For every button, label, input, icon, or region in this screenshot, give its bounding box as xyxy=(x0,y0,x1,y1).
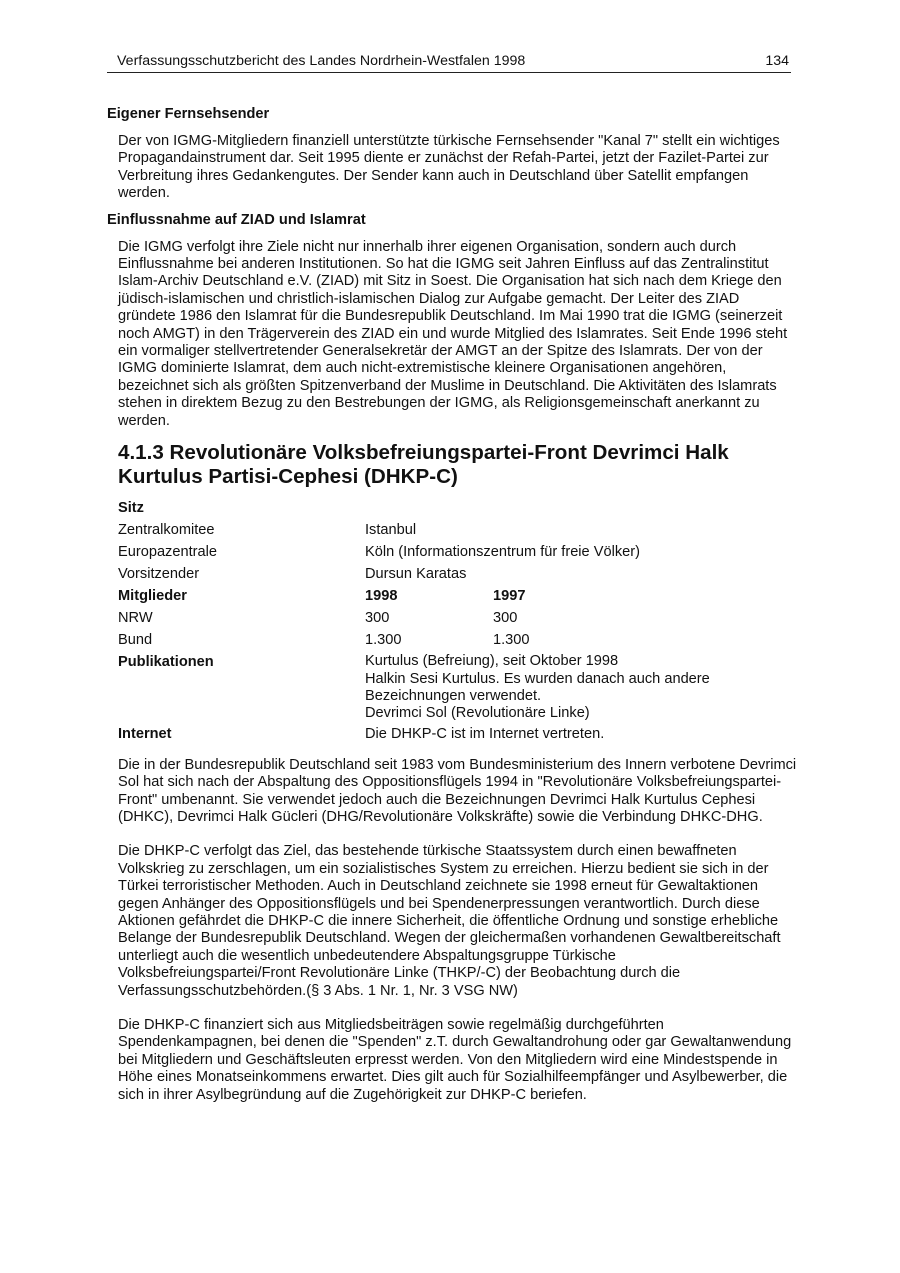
year-column-1998: 1998 xyxy=(365,588,398,605)
page-header xyxy=(107,52,791,73)
fact-row-bund xyxy=(118,629,797,651)
publikation-line: Kurtulus (Befreiung), seit Oktober 1998 xyxy=(365,653,619,670)
publikation-line: Bezeichnungen verwendet. xyxy=(365,687,542,704)
fact-row-internet xyxy=(118,723,797,745)
fact-row-zentralkomitee xyxy=(118,519,797,541)
paragraph-fernsehsender: Der von IGMG-Mitgliedern finanziell unterstützte türkische Fernsehsender "Kanal 7" stellt ein wichtiges Propagandainstrument dar. Seit 1995 diente er zunächst der Refah-Partei, jetzt der Fazilet-Partei zur Verbreitung ihres Gedankengutes. Der Sender kann auch in Deutschland über Satellit empfangen werden. xyxy=(118,133,780,202)
fact-label: NRW xyxy=(118,610,153,627)
fact-label: Vorsitzender xyxy=(118,566,200,583)
year-column-1997: 1997 xyxy=(493,588,526,605)
fact-value: Dursun Karatas xyxy=(365,566,467,583)
fact-value: Die DHKP-C ist im Internet vertreten. xyxy=(365,725,605,742)
paragraph-ziad-islamrat: Die IGMG verfolgt ihre Ziele nicht nur innerhalb ihrer eigenen Organisation, sondern auch durch Einflussnahme bei anderen Institutionen. So hat die IGMG seit Jahren Einfluss auf das Zentralinstitut Islam-Archiv Deutschland e.V. (ZIAD) mit Sitz in Soest. Die Organisation hat sich nach dem Kriege den jüdisch-islamischen und christlich-islamischen Dialog zur Aufgabe gemacht. Der Leiter des ZIAD gründete 1986 den Islamrat für die Bundesrepublik Deutschland. Im Mai 1990 trat die IGMG (seinerzeit noch AMGT) in den Trägerverein des ZIAD ein und wurde Mitglied des Islamrates. Seit Ende 1996 steht ein vormaliger stellvertretender Generalsekretär der AMGT an der Spitze des Islamrats. Der von der IGMG dominierte Islamrat, dem auch nicht-extremistische kleinere Organisationen angehören, bezeichnet sich als größten Spitzenverband der Muslime in Deutschland. Die Aktivitäten des Islamrats stehen in direktem Bezug zu den Bestrebungen der IGMG, als Religionsgemeinschaft anerkannt zu werden. xyxy=(118,238,788,429)
subheading-fernsehsender: Eigener Fernsehsender xyxy=(107,106,270,122)
fact-label: Zentralkomitee xyxy=(118,522,215,539)
page-content xyxy=(107,105,797,1104)
page-number: 134 xyxy=(765,53,789,69)
fact-row-sitz xyxy=(118,497,797,519)
publikationen-list xyxy=(365,651,710,723)
fact-value: Köln (Informationszentrum für freie Völker) xyxy=(365,544,640,561)
fact-table xyxy=(118,497,797,745)
subheading-ziad-islamrat: Einflussnahme auf ZIAD und Islamrat xyxy=(107,211,366,228)
fact-label: Sitz xyxy=(118,500,144,517)
fact-label: Bund xyxy=(118,632,153,649)
fact-row-vorsitzender xyxy=(118,563,797,585)
publikation-line: Devrimci Sol (Revolutionäre Linke) xyxy=(365,705,590,722)
paragraph-devrimci-sol: Die in der Bundesrepublik Deutschland seit 1983 vom Bundesministerium des Innern verbotene Devrimci Sol hat sich nach der Abspaltung des Oppositionsflügels 1994 in "Revolutionäre Volksbefreiungspartei-Front" umbenannt. Sie verwendet jedoch auch die Bezeichnungen Devrimci Halk Kurtulus Cephesi (DHKC), Devrimci Halk Gücleri (DHG/Revolutionäre Volkskräfte) sowie die Verbindung DHKC-DHG. xyxy=(118,756,797,825)
paragraph-finanzierung: Die DHKP-C finanziert sich aus Mitgliedsbeiträgen sowie regelmäßig durchgeführten Spendenkampagnen, bei denen die "Spenden" z.T. durch Gewaltandrohung oder gar Gewaltanwendung bei Mitgliedern und Geschäftsleuten erpresst werden. Von den Mitgliedern wird eine Mindestspende in Höhe eines Monatseinkommens erwartet. Dies gilt auch für Sozialhilfeempfänger und Asylbewerber, die sich in ihrer Asylbegründung auf die Zugehörigkeit zur DHKP-C beriefen. xyxy=(118,1017,792,1103)
fact-value: 300 xyxy=(365,610,390,627)
fact-label: Mitglieder xyxy=(118,588,187,605)
section-heading-dhkp-c: 4.1.3 Revolutionäre Volksbefreiungspartei-Front Devrimci Halk Kurtulus Partisi-Cephesi (DHKP-C) xyxy=(118,441,729,489)
fact-label: Europazentrale xyxy=(118,544,217,561)
fact-value: 1.300 xyxy=(365,632,402,649)
fact-row-publikationen xyxy=(118,651,797,723)
publikation-line: Halkin Sesi Kurtulus. Es wurden danach auch andere xyxy=(365,670,710,687)
fact-value: 1.300 xyxy=(493,632,530,649)
fact-value: 300 xyxy=(493,610,518,627)
header-title: Verfassungsschutzbericht des Landes Nordrhein-Westfalen 1998 xyxy=(117,53,526,69)
fact-row-europazentrale xyxy=(118,541,797,563)
fact-label: Publikationen xyxy=(118,654,214,671)
paragraph-ziele: Die DHKP-C verfolgt das Ziel, das bestehende türkische Staatssystem durch einen bewaffneten Volkskrieg zu zerschlagen, um ein sozialistisches System zu erreichen. Hierzu bedient sie sich in der Türkei terroristischer Methoden. Auch in Deutschland zeichnete sie 1998 erneut für Gewaltaktionen gegen Anhänger des Oppositionsflügels und bei Spendenerpressungen verantwortlich. Durch diese Aktionen gefährdet die DHKP-C die innere Sicherheit, die öffentliche Ordnung und sonstige erhebliche Belange der Bundesrepublik Deutschland. Wegen der gleichermaßen vorhandenen Gewaltbereitschaft unterliegt auch die wesentlich unbedeutendere Abspaltungsgruppe Türkische Volksbefreiungspartei/Front Revolutionäre Linke (THKP/-C) der Beobachtung durch die Verfassungsschutzbehörden.(§ 3 Abs. 1 Nr. 1, Nr. 3 VSG NW) xyxy=(118,843,781,999)
fact-row-mitglieder xyxy=(118,585,797,607)
fact-value: Istanbul xyxy=(365,522,417,539)
fact-row-nrw xyxy=(118,607,797,629)
fact-label: Internet xyxy=(118,725,172,742)
